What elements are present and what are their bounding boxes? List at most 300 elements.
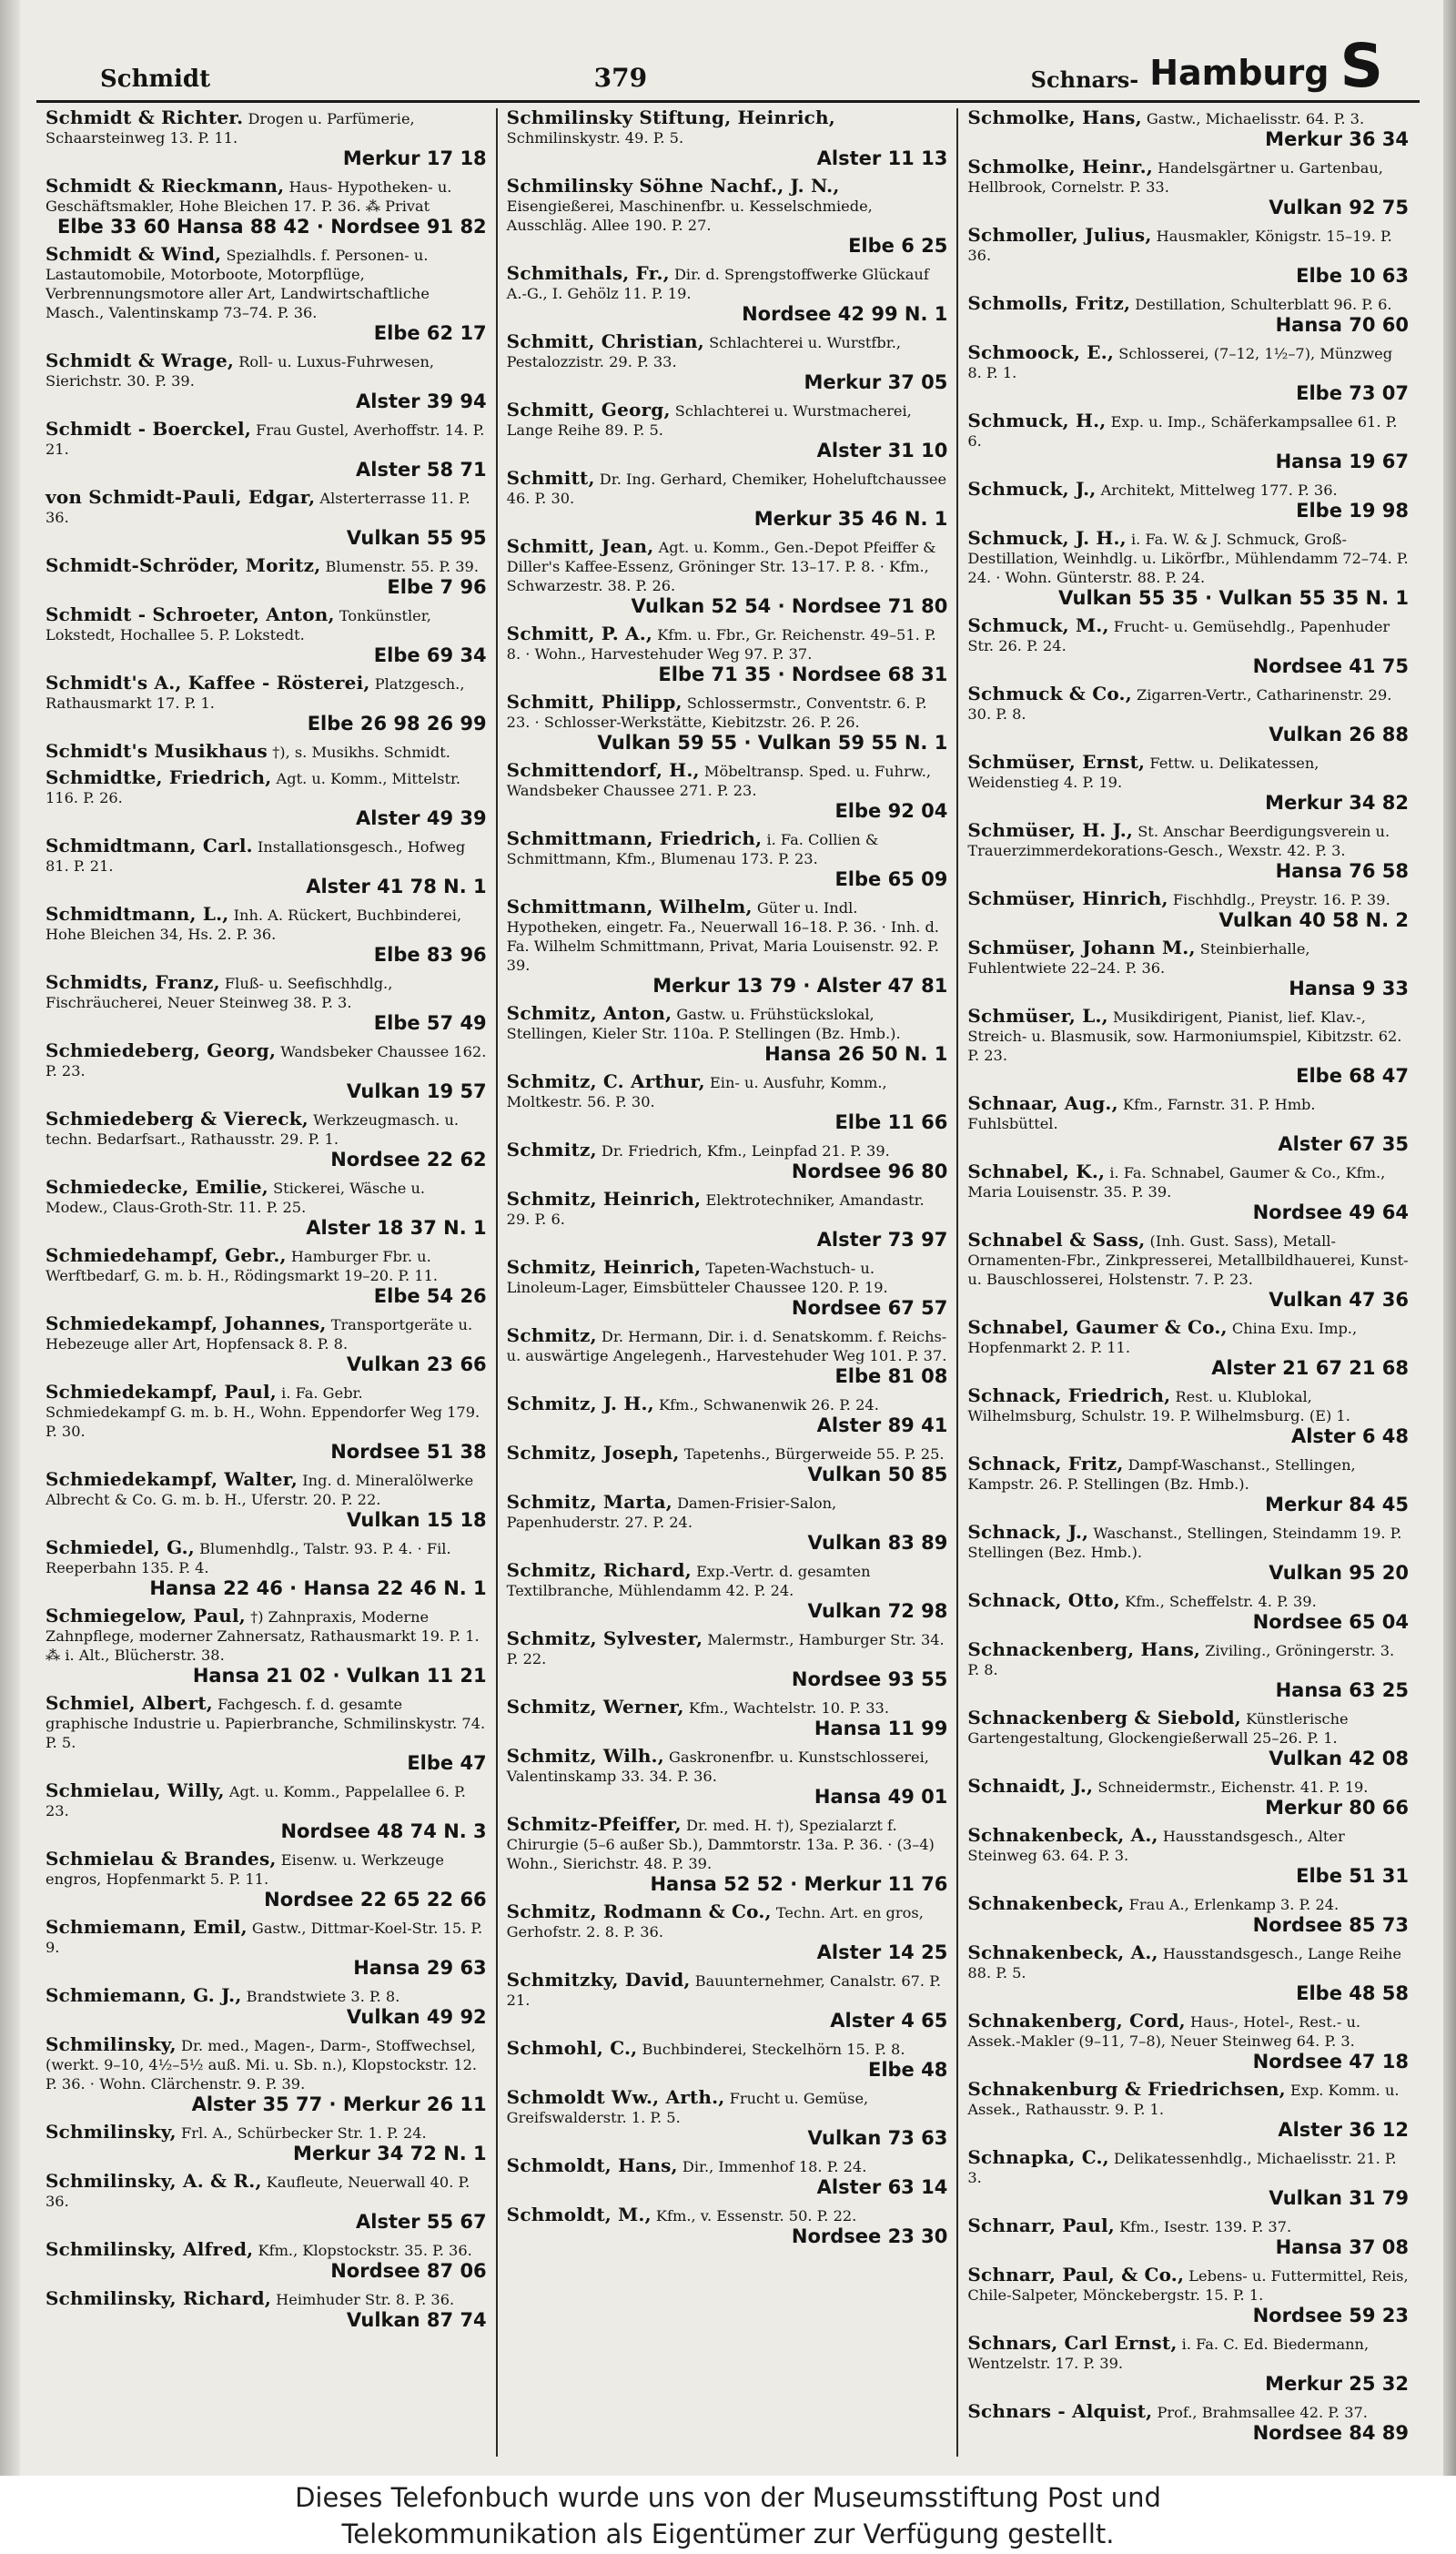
entry-description: Kfm., Schwanenwik 26. P. 24. — [658, 1396, 879, 1414]
entry-name: Schmoldt, Hans, — [506, 2154, 678, 2176]
directory-entry — [46, 2240, 487, 2283]
entry-name: von Schmidt-Pauli, Edgar, — [46, 486, 316, 508]
directory-entry — [967, 1007, 1409, 1088]
directory-entry — [967, 2012, 1409, 2073]
entry-name: Schmiedekampf, Walter, — [46, 1468, 298, 1490]
entry-phone: Vulkan 23 66 — [346, 1353, 487, 1375]
entry-name: Schmielau & Brandes, — [46, 1848, 277, 1870]
entry-phone: Merkur 25 32 — [1265, 2373, 1410, 2395]
directory-entry — [967, 1640, 1409, 1702]
directory-entry — [507, 1629, 948, 1691]
entry-name: Schmitt, Christian, — [506, 330, 704, 352]
entry-description: Frau Gustel, Averhoffstr. 14. P. 21. — [46, 421, 485, 458]
directory-entry — [967, 1231, 1409, 1312]
entry-description: Ein- u. Ausfuhr, Komm., Moltkestr. 56. P. 30. — [506, 1074, 887, 1110]
entry-name: Schmilinsky Stiftung, Heinrich, — [506, 108, 835, 128]
entry-phone: Alster 31 10 — [816, 440, 948, 461]
directory-entry — [46, 1538, 487, 1600]
directory-entry — [507, 761, 948, 823]
entry-description: Techn. Art. en gros, Gerhofstr. 2. 8. P. 36. — [506, 1904, 924, 1941]
directory-entry — [46, 488, 487, 550]
entry-description: i. Fa. Schnabel, Gaumer & Co., Kfm., Maria Louisenstr. 35. P. 39. — [967, 1164, 1386, 1201]
entry-name: Schnack, Friedrich, — [967, 1384, 1171, 1406]
entry-phone: Nordsee 87 06 — [330, 2260, 487, 2282]
directory-entry — [507, 1902, 948, 1964]
directory-entry — [967, 889, 1409, 932]
directory-entry — [46, 2172, 487, 2234]
entry-description: i. Fa. C. Ed. Biedermann, Wentzelstr. 17. P. 39. — [967, 2336, 1370, 2372]
entry-phone: Vulkan 55 95 — [346, 527, 487, 549]
directory-entry — [46, 108, 487, 170]
entry-phone: Alster 6 48 — [1290, 1425, 1410, 1447]
entry-description: Schneidermstr., Eichenstr. 41. P. 19. — [1097, 1779, 1369, 1796]
entry-phone: Hansa 26 50 N. 1 — [764, 1043, 948, 1065]
directory-entry — [967, 480, 1409, 522]
entry-name: Schmoldt, M., — [506, 2204, 652, 2225]
directory-entry — [46, 1383, 487, 1464]
footer-line-1: Dieses Telefonbuch wurde uns von der Museumsstiftung Post und — [295, 2482, 1161, 2513]
entry-description: Dr. Friedrich, Kfm., Leinpfad 21. P. 39. — [601, 1142, 890, 1160]
entry-phone: Vulkan 42 08 — [1269, 1748, 1410, 1769]
entry-phone: Elbe 54 26 — [373, 1285, 487, 1307]
entry-description: Exp. Komm. u. Assek., Rathausstr. 9. P. 1. — [967, 2082, 1400, 2118]
directory-entry — [46, 836, 487, 898]
entry-description: Platzgesch., Rathausmarkt 17. P. 1. — [46, 675, 465, 712]
entry-name: Schmitzky, David, — [506, 1969, 691, 1991]
column-1 — [36, 108, 498, 2457]
directory-entry — [507, 2039, 948, 2082]
entry-name: Schmiemann, Emil, — [46, 1916, 248, 1938]
entry-phone: Nordsee 49 64 — [1252, 1201, 1410, 1223]
entry-phone: Nordsee 51 38 — [330, 1441, 487, 1463]
entry-phone: Nordsee 96 80 — [791, 1160, 948, 1182]
entry-name: Schmittmann, Friedrich, — [506, 827, 763, 849]
entry-description: Kaufleute, Neuerwall 40. P. 36. — [46, 2174, 470, 2210]
entry-phone: Alster 55 67 — [356, 2211, 487, 2233]
entry-name: Schmitz, Heinrich, — [506, 1256, 702, 1278]
entry-description: Drogen u. Parfümerie, Schaarsteinweg 13. P. 11. — [46, 110, 415, 147]
directory-entry — [967, 411, 1409, 473]
entry-phone: Hansa 76 58 — [1275, 860, 1410, 882]
entry-name: Schmüser, Ernst, — [967, 751, 1146, 773]
directory-entry — [967, 1094, 1409, 1156]
entry-phone: Merkur 17 18 — [342, 147, 487, 169]
entry-description: Schlachterei u. Wurstfbr., Pestalozzistr. 29. P. 33. — [506, 334, 902, 370]
entry-name: Schmuck, J. H., — [967, 527, 1127, 549]
header-city: Hamburg — [1149, 53, 1330, 93]
entry-name: Schmittendorf, H., — [506, 759, 700, 781]
entry-name: Schmiedehampf, Gebr., — [46, 1244, 287, 1266]
entry-description: Ziviling., Gröningerstr. 3. P. 8. — [967, 1642, 1395, 1678]
entry-phone: Hansa 22 46 · Hansa 22 46 N. 1 — [149, 1577, 487, 1599]
entry-name: Schmuck, J., — [967, 478, 1097, 500]
entry-phone: Elbe 81 08 — [834, 1365, 948, 1387]
directory-entry — [507, 2156, 948, 2199]
entry-phone: Vulkan 40 58 N. 2 — [1218, 909, 1410, 931]
entry-phone: Alster 21 67 21 68 — [1211, 1357, 1410, 1379]
directory-entry — [46, 1694, 487, 1775]
entry-description: Musikdirigent, Pianist, lief. Klav.-, Streich- u. Blasmusik, sow. Harmoniumspiel, Kibitzstr. 62. P. 23. — [967, 1008, 1402, 1064]
entry-phone: Alster 73 97 — [816, 1229, 948, 1251]
entry-description: Frau A., Erlenkamp 3. P. 24. — [1128, 1896, 1340, 1913]
entry-description: Blumenhdlg., Talstr. 93. P. 4. · Fil. Reeperbahn 135. P. 4. — [46, 1540, 451, 1576]
entry-name: Schmitz, Werner, — [506, 1696, 684, 1718]
directory-entry — [46, 674, 487, 735]
directory-entry — [507, 1493, 948, 1555]
entry-phone: Hansa 63 25 — [1275, 1679, 1410, 1701]
directory-entry — [46, 420, 487, 481]
entry-description: Schlachterei u. Wurstmacherei, Lange Reihe 89. P. 5. — [506, 402, 912, 439]
directory-entry — [967, 1523, 1409, 1585]
entry-description: Blumenstr. 55. P. 39. — [325, 558, 479, 575]
entry-phone: Hansa 29 63 — [353, 1957, 487, 1979]
entry-description: Fischhdlg., Preystr. 16. P. 39. — [1172, 891, 1390, 908]
entry-description: Frucht u. Gemüse, Greifswalderstr. 1. P. 5. — [506, 2090, 869, 2126]
entry-phone: Elbe 92 04 — [834, 800, 948, 822]
directory-entry — [46, 973, 487, 1035]
entry-name: Schmittmann, Wilhelm, — [506, 896, 753, 917]
entry-phone: Elbe 83 96 — [373, 944, 487, 966]
entry-name: Schmitz, — [506, 1324, 597, 1346]
entry-description: Fluß- u. Seefischhdlg., Fischräucherei, Neuer Steinweg 38. P. 3. — [46, 975, 393, 1011]
directory-entry — [507, 1326, 948, 1388]
directory-entry — [967, 1894, 1409, 1937]
directory-entry — [46, 1606, 487, 1687]
entry-phone: Nordsee 41 75 — [1252, 655, 1410, 677]
directory-entry — [967, 1454, 1409, 1516]
entry-description: Haus- Hypotheken- u. Geschäftsmakler, Hohe Bleichen 17. P. 36. ⁂ Privat — [46, 178, 452, 215]
entry-phone: Hansa 52 52 · Merkur 11 76 — [650, 1873, 948, 1895]
entry-description: Elektrotechniker, Amandastr. 29. P. 6. — [506, 1191, 925, 1228]
entry-description: i. Fa. W. & J. Schmuck, Groß-Destillation, Weinhdlg. u. Likörfbr., Mühlendamm 72–74. P. 24. · Wohn. Günterstr. 88. P. 24. — [967, 531, 1409, 586]
entry-description: Tapeten-Wachstuch- u. Linoleum-Lager, Eimsbütteler Chaussee 120. P. 19. — [506, 1260, 888, 1296]
entry-phone: Elbe 62 17 — [373, 322, 487, 344]
entry-name: Schmitz, — [506, 1139, 597, 1160]
entry-phone: Vulkan 31 79 — [1269, 2187, 1410, 2209]
entry-description: †), s. Musikhs. Schmidt. — [272, 744, 450, 761]
column-3 — [958, 108, 1418, 2457]
columns — [36, 108, 1418, 2457]
directory-entry — [507, 537, 948, 618]
entry-phone: Vulkan 50 85 — [807, 1464, 948, 1485]
directory-entry — [507, 2088, 948, 2150]
directory-entry — [967, 1943, 1409, 2005]
entry-name: Schnars - Alquist, — [967, 2400, 1153, 2422]
entry-phone: Alster 41 78 N. 1 — [306, 876, 487, 897]
entry-description: Kfm., Scheffelstr. 4. P. 39. — [1125, 1593, 1317, 1610]
entry-phone: Nordsee 67 57 — [791, 1297, 948, 1319]
directory-entry — [507, 897, 948, 998]
entry-name: Schmithals, Fr., — [506, 262, 670, 284]
directory-entry — [507, 264, 948, 326]
directory-entry — [507, 469, 948, 531]
directory-entry — [46, 556, 487, 599]
page-right-edge — [1443, 0, 1456, 2476]
entry-name: Schmohl, C., — [506, 2037, 638, 2059]
entry-name: Schmiegelow, Paul, — [46, 1605, 246, 1627]
entry-description: Dir., Immenhof 18. P. 24. — [682, 2158, 867, 2175]
entry-phone: Vulkan 59 55 · Vulkan 59 55 N. 1 — [597, 732, 948, 754]
directory-entry — [46, 742, 487, 762]
entry-description: Möbeltransp. Sped. u. Fuhrw., Wandsbeker Chaussee 271. P. 23. — [506, 763, 932, 799]
directory-entry — [507, 624, 948, 686]
entry-description: Wandsbeker Chaussee 162. P. 23. — [46, 1043, 487, 1079]
entry-phone: Alster 67 35 — [1278, 1133, 1410, 1155]
entry-phone: Elbe 65 09 — [834, 868, 948, 890]
directory-entry — [967, 753, 1409, 815]
entry-description: Tonkünstler, Lokstedt, Hochallee 5. P. Lokstedt. — [46, 607, 431, 644]
entry-name: Schmiedel, G., — [46, 1536, 195, 1558]
entry-description: Schlosserei, (7–12, 1½–7), Münzweg 8. P. 1. — [967, 345, 1393, 381]
entry-description: Kfm., Farnstr. 31. P. Hmb. Fuhlsbüttel. — [967, 1096, 1316, 1132]
entry-name: Schmitt, P. A., — [506, 623, 653, 644]
entry-phone: Elbe 69 34 — [373, 644, 487, 666]
entry-description: Gastw. u. Frühstückslokal, Stellingen, Kieler Str. 110a. P. Stellingen (Bz. Hmb.). — [506, 1006, 901, 1042]
entry-name: Schmüser, L., — [967, 1005, 1108, 1027]
header-left-keyword: Schmidt — [100, 66, 211, 93]
entry-phone: Hansa 11 99 — [814, 1718, 948, 1739]
entry-name: Schmilinsky, A. & R., — [46, 2170, 262, 2192]
entry-description: Kfm., v. Essenstr. 50. P. 22. — [655, 2207, 857, 2225]
entry-phone: Merkur 37 05 — [804, 371, 948, 393]
directory-entry — [507, 829, 948, 891]
footer-line-2: Telekommunikation als Eigentümer zur Verfügung gestellt. — [341, 2519, 1115, 2549]
entry-description: Architekt, Mittelweg 177. P. 36. — [1100, 481, 1338, 499]
entry-name: Schmitz, Anton, — [506, 1002, 672, 1024]
directory-entry — [507, 1698, 948, 1740]
directory-entry — [46, 768, 487, 830]
entry-phone: Alster 35 77 · Merkur 26 11 — [191, 2093, 487, 2115]
entry-name: Schnabel, K., — [967, 1160, 1106, 1182]
directory-entry — [46, 1918, 487, 1980]
entry-description: Frl. A., Schürbecker Str. 1. P. 24. — [181, 2124, 427, 2142]
directory-entry — [967, 1386, 1409, 1448]
directory-entry — [46, 1781, 487, 1843]
directory-entry — [967, 2334, 1409, 2396]
entry-name: Schnaidt, J., — [967, 1775, 1094, 1797]
entry-description: Zigarren-Vertr., Catharinenstr. 29. 30. P. 8. — [967, 686, 1392, 723]
directory-entry — [46, 2035, 487, 2116]
entry-name: Schmidts, Franz, — [46, 971, 220, 993]
entry-name: Schmitz-Pfeiffer, — [506, 1813, 682, 1835]
entry-description: Kfm., Isestr. 139. P. 37. — [1119, 2218, 1292, 2235]
entry-description: Steinbierhalle, Fuhlentwiete 22–24. P. 36. — [967, 940, 1310, 977]
entry-phone: Nordsee 93 55 — [791, 1668, 948, 1690]
directory-entry — [507, 1072, 948, 1134]
entry-description: China Exu. Imp., Hopfenmarkt 2. P. 11. — [967, 1320, 1358, 1356]
entry-description: †) Zahnpraxis, Moderne Zahnpflege, moderner Zahnersatz, Rathausmarkt 19. P. 1. ⁂ i. Alt., Blücherstr. 38. — [46, 1608, 480, 1664]
entry-phone: Nordsee 59 23 — [1252, 2305, 1410, 2326]
entry-phone: Elbe 48 58 — [1296, 1982, 1410, 2004]
entry-name: Schnakenbeck, — [967, 1892, 1125, 1914]
entry-phone: Vulkan 87 74 — [346, 2309, 487, 2331]
directory-entry — [46, 2123, 487, 2165]
directory-entry — [507, 1815, 948, 1896]
entry-description: Dir. d. Sprengstoffwerke Glückauf A.-G., I. Gehölz 11. P. 19. — [506, 266, 929, 302]
entry-name: Schmiel, Albert, — [46, 1692, 213, 1714]
entry-phone: Nordsee 23 30 — [791, 2225, 948, 2247]
entry-description: Rest. u. Klublokal, Wilhelmsburg, Schulstr. 19. P. Wilhelmsburg. (E) 1. — [967, 1388, 1350, 1424]
entry-phone: Elbe 7 96 — [387, 576, 487, 598]
entry-description: Inh. A. Rückert, Buchbinderei, Hohe Bleichen 34, Hs. 2. P. 36. — [46, 907, 462, 943]
entry-description: Lebens- u. Futtermittel, Reis, Chile-Salpeter, Mönckebergstr. 15. P. 1. — [967, 2267, 1409, 2304]
entry-description: Damen-Frisier-Salon, Papenhuderstr. 27. P. 24. — [506, 1495, 837, 1531]
entry-phone: Elbe 33 60 Hansa 88 42 · Nordsee 91 82 — [56, 216, 487, 238]
entry-phone: Alster 39 94 — [356, 390, 487, 412]
directory-entry — [46, 1110, 487, 1171]
entry-description: Schlossermstr., Conventstr. 6. P. 23. · Schlosser-Werkstätte, Kiebitzstr. 26. P. 26. — [506, 694, 927, 731]
entry-name: Schnakenberg, Cord, — [967, 2010, 1186, 2032]
directory-entry — [507, 1004, 948, 1066]
directory-entry — [46, 1178, 487, 1240]
entry-name: Schmidt & Wind, — [46, 243, 222, 265]
entry-name: Schmitz, Richard, — [506, 1559, 692, 1581]
entry-name: Schmidt-Schröder, Moritz, — [46, 554, 321, 576]
entry-description: Gastw., Dittmar-Koel-Str. 15. P. 9. — [46, 1920, 483, 1956]
directory-entry — [967, 821, 1409, 883]
entry-name: Schnakenbeck, A., — [967, 1824, 1158, 1846]
entry-phone: Hansa 37 08 — [1275, 2236, 1410, 2258]
entry-name: Schmitz, Marta, — [506, 1491, 672, 1513]
entry-phone: Elbe 10 63 — [1296, 265, 1410, 287]
entry-phone: Vulkan 19 57 — [346, 1080, 487, 1102]
entry-phone: Hansa 49 01 — [814, 1786, 948, 1808]
entry-description: Transportgeräte u. Hebezeuge aller Art, Hopfensack 8. P. 8. — [46, 1316, 473, 1353]
entry-phone: Merkur 34 82 — [1265, 792, 1410, 814]
entry-name: Schmitz, Joseph, — [506, 1442, 680, 1464]
entry-name: Schnabel & Sass, — [967, 1229, 1146, 1251]
entry-phone: Vulkan 52 54 · Nordsee 71 80 — [631, 595, 948, 617]
entry-phone: Vulkan 72 98 — [807, 1600, 948, 1622]
entry-phone: Merkur 84 45 — [1265, 1494, 1410, 1515]
entry-name: Schnackenberg & Siebold, — [967, 1707, 1241, 1728]
entry-phone: Elbe 47 — [407, 1752, 487, 1774]
entry-name: Schmidt & Wrage, — [46, 350, 235, 371]
directory-entry — [46, 1041, 487, 1103]
entry-description: Stickerei, Wäsche u. Modew., Claus-Groth-Str. 11. P. 25. — [46, 1180, 426, 1216]
entry-description: (Inh. Gust. Sass), Metall-Ornamenten-Fbr., Zinkpresserei, Metallbildhauerei, Kunst- u. Bauschlosserei, Holstenstr. 7. P. 23. — [967, 1232, 1409, 1288]
entry-description: Dr. Ing. Gerhard, Chemiker, Hoheluftchaussee 46. P. 30. — [506, 471, 947, 507]
entry-name: Schnack, Otto, — [967, 1589, 1120, 1611]
entry-name: Schmiedeberg, Georg, — [46, 1039, 277, 1061]
entry-phone: Nordsee 85 73 — [1252, 1914, 1410, 1936]
directory-entry — [967, 2148, 1409, 2210]
entry-phone: Alster 11 13 — [816, 147, 948, 169]
entry-name: Schmiedekampf, Paul, — [46, 1381, 277, 1403]
entry-name: Schmilinsky, Richard, — [46, 2287, 271, 2309]
directory-entry — [46, 1246, 487, 1308]
entry-description: Eisengießerei, Maschinenfbr. u. Kesselschmiede, Ausschläg. Allee 190. P. 27. — [506, 198, 873, 234]
directory-entry — [507, 1971, 948, 2032]
entry-description: Gastw., Michaelisstr. 64. P. 3. — [1146, 110, 1365, 127]
entry-name: Schmiemann, G. J., — [46, 1984, 242, 2006]
entry-description: Schmilinskystr. 49. P. 5. — [506, 129, 684, 147]
entry-description: Güter u. Indl. Hypotheken, eingetr. Fa., Neuerwall 16–18. P. 36. · Inh. d. Fa. Wilhelm Schmittmann, Privat, Maria Louisenstr. 92. P. 39. — [506, 899, 939, 974]
page-number: 379 — [593, 63, 648, 93]
entry-phone: Hansa 70 60 — [1275, 314, 1410, 336]
entry-name: Schmidtke, Friedrich, — [46, 766, 272, 788]
directory-entry — [967, 684, 1409, 746]
entry-description: Agt. u. Komm., Gen.-Depot Pfeiffer & Diller's Kaffee-Essenz, Gröninger Str. 13–17. P. 8. · Kfm., Schwarzestr. 38. P. 26. — [506, 539, 936, 594]
entry-name: Schmuck, H., — [967, 410, 1107, 431]
entry-description: Fettw. u. Delikatessen, Weidenstieg 4. P. 19. — [967, 755, 1320, 791]
entry-phone: Nordsee 84 89 — [1252, 2422, 1410, 2444]
directory-entry — [507, 1561, 948, 1623]
entry-name: Schmoldt Ww., Arth., — [506, 2086, 725, 2108]
entry-description: Destillation, Schulterblatt 96. P. 6. — [1135, 296, 1392, 313]
entry-name: Schmitt, Jean, — [506, 535, 654, 557]
entry-name: Schmitz, Rodmann & Co., — [506, 1900, 772, 1922]
entry-name: Schmielau, Willy, — [46, 1779, 225, 1801]
entry-phone: Vulkan 55 35 · Vulkan 55 35 N. 1 — [1058, 587, 1410, 609]
entry-phone: Vulkan 47 36 — [1269, 1289, 1410, 1311]
entry-name: Schmiedekampf, Johannes, — [46, 1312, 327, 1334]
entry-name: Schmilinsky Söhne Nachf., J. N., — [506, 175, 840, 197]
directory-entry — [967, 294, 1409, 337]
entry-name: Schmidtmann, Carl. — [46, 835, 253, 856]
directory-entry — [46, 351, 487, 413]
directory-entry — [967, 529, 1409, 610]
entry-name: Schnakenbeck, A., — [967, 1941, 1158, 1963]
entry-description: Handelsgärtner u. Gartenbau, Hellbrook, Cornelstr. P. 33. — [967, 159, 1383, 196]
directory-entry — [507, 1190, 948, 1252]
entry-name: Schmidt - Boerckel, — [46, 418, 251, 440]
entry-phone: Elbe 71 35 · Nordsee 68 31 — [658, 664, 948, 685]
entry-description: Hausstandsgesch., Lange Reihe 88. P. 5. — [967, 1945, 1401, 1981]
entry-description: Haus-, Hotel-, Rest.- u. Assek.-Makler (9–11, 7–8), Neuer Steinweg 64. P. 3. — [967, 2013, 1361, 2050]
entry-phone: Vulkan 15 18 — [346, 1509, 487, 1531]
entry-description: Dampf-Waschanst., Stellingen, Kampstr. 26. P. Stellingen (Bz. Hmb.). — [967, 1456, 1356, 1493]
entry-phone: Elbe 51 31 — [1296, 1865, 1410, 1887]
directory-entry — [46, 1850, 487, 1911]
entry-description: Agt. u. Komm., Mittelstr. 116. P. 26. — [46, 770, 461, 806]
entry-phone: Alster 4 65 — [830, 2010, 948, 2032]
entry-description: Hausstandsgesch., Alter Steinweg 63. 64. P. 3. — [967, 1828, 1345, 1864]
entry-description: Malermstr., Hamburger Str. 34. P. 22. — [506, 1631, 945, 1667]
entry-phone: Nordsee 48 74 N. 3 — [280, 1820, 487, 1842]
entry-description: Gaskronenfbr. u. Kunstschlosserei, Valentinskamp 33. 34. P. 36. — [506, 1748, 929, 1785]
entry-description: Roll- u. Luxus-Fuhrwesen, Sierichstr. 30. P. 39. — [46, 353, 435, 390]
entry-phone: Vulkan 73 63 — [807, 2127, 948, 2149]
entry-name: Schnackenberg, Hans, — [967, 1638, 1201, 1660]
entry-name: Schmitt, Philipp, — [506, 691, 682, 713]
entry-description: Bauunternehmer, Canalstr. 67. P. 21. — [506, 1972, 941, 2009]
entry-phone: Nordsee 22 62 — [330, 1149, 487, 1171]
entry-name: Schmitz, Sylvester, — [506, 1627, 703, 1649]
entry-name: Schmoock, E., — [967, 341, 1115, 363]
entry-phone: Elbe 68 47 — [1296, 1065, 1410, 1087]
entry-description: Künstlerische Gartengestaltung, Glockengießerwall 25–26. P. 1. — [967, 1710, 1349, 1747]
entry-description: Kfm., Klopstockstr. 35. P. 36. — [258, 2242, 472, 2259]
entry-description: Installationsgesch., Hofweg 81. P. 21. — [46, 838, 466, 875]
entry-phone: Elbe 57 49 — [373, 1012, 487, 1034]
entry-description: Eisenw. u. Werkzeuge engros, Hopfenmarkt 5. P. 11. — [46, 1851, 444, 1888]
entry-phone: Nordsee 65 04 — [1252, 1611, 1410, 1633]
entry-description: Dr. med. H. †), Spezialarzt f. Chirurgie (5–6 außer Sb.), Dammtorstr. 13a. P. 36. · (3–4) Wohn., Sierichstr. 48. P. 39. — [506, 1817, 935, 1872]
entry-name: Schnapka, C., — [967, 2146, 1109, 2168]
entry-description: St. Anschar Beerdigungsverein u. Trauerzimmerdekorations-Gesch., Wexstr. 42. P. 3. — [967, 823, 1390, 859]
entry-name: Schmitt, — [506, 467, 595, 489]
directory-entry — [967, 1591, 1409, 1634]
entry-phone: Alster 58 71 — [356, 459, 487, 481]
entry-phone: Hansa 19 67 — [1275, 451, 1410, 472]
entry-description: i. Fa. Collien & Schmittmann, Kfm., Blumenau 173. P. 23. — [506, 831, 879, 867]
directory-entry — [967, 1318, 1409, 1380]
directory-entry — [507, 1444, 948, 1486]
directory-entry — [967, 2402, 1409, 2445]
directory-entry — [967, 157, 1409, 219]
directory-entry — [46, 905, 487, 967]
